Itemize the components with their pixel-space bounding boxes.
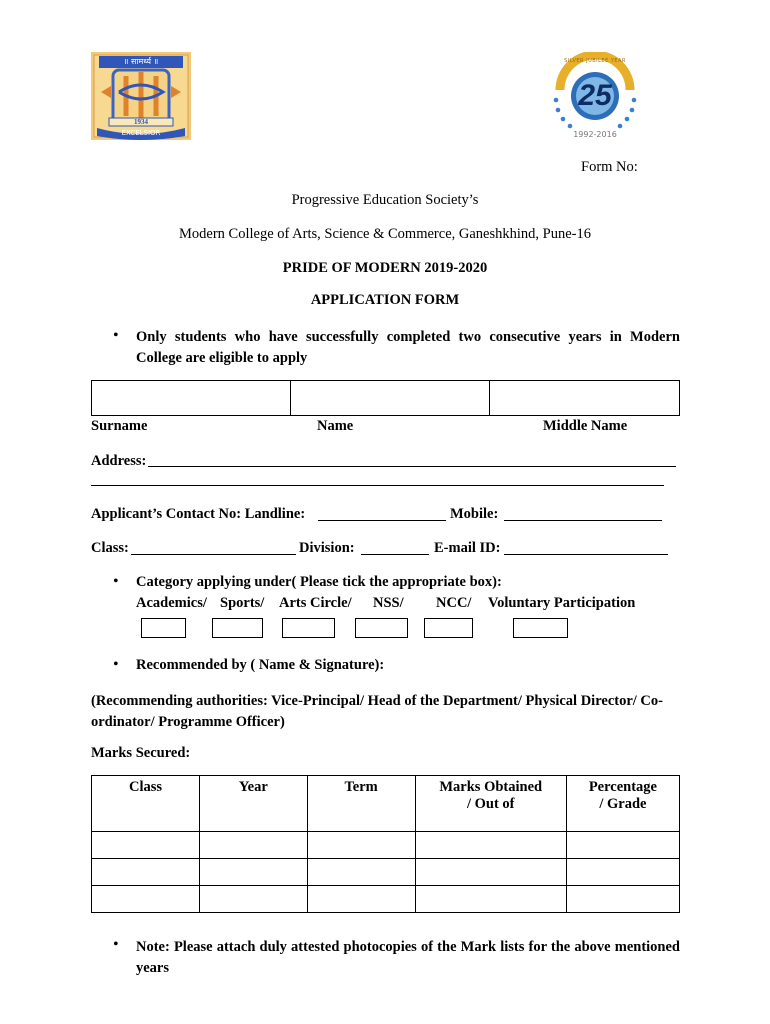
marks-header-term: Term [307, 776, 415, 832]
marks-header-percentage: Percentage / Grade [566, 776, 679, 832]
table-cell[interactable] [415, 859, 566, 886]
category-option-academics: Academics/ [136, 595, 207, 611]
table-cell[interactable] [566, 859, 679, 886]
middle-name-box[interactable] [490, 381, 680, 416]
table-cell[interactable] [92, 886, 200, 913]
surname-label: Surname [91, 418, 148, 434]
name-entry-table [91, 380, 680, 416]
form-title: APPLICATION FORM [310, 292, 460, 308]
category-option-arts-circle: Arts Circle/ [279, 595, 352, 611]
name-box[interactable] [291, 381, 490, 416]
form-no-label: Form No: [581, 159, 638, 175]
table-cell[interactable] [307, 886, 415, 913]
authorities-note: (Recommending authorities: Vice-Principal/ Head of the Department/ Physical Director/ Co-ordinator/ Programme Officer) [91, 693, 663, 730]
mobile-label: Mobile: [450, 506, 499, 522]
name-label: Name [317, 418, 354, 434]
jubilee-arc-text: SILVER JUBILEE YEAR [564, 58, 626, 64]
bullet-icon: • [113, 573, 119, 590]
marks-secured-label: Marks Secured: [91, 745, 191, 761]
final-note: Note: Please attach duly attested photocopies of the Mark lists for the above mentioned years [136, 939, 680, 976]
arts-circle-checkbox[interactable] [282, 618, 335, 638]
category-option-nss: NSS/ [373, 595, 404, 611]
category-option-ncc: NCC/ [436, 595, 472, 611]
middle-name-label: Middle Name [543, 418, 628, 434]
category-option-sports: Sports/ [220, 595, 265, 611]
address-line-1[interactable] [148, 466, 676, 467]
recommended-by-label: Recommended by ( Name & Signature): [136, 657, 385, 673]
college-logo [91, 52, 191, 140]
table-cell[interactable] [566, 886, 679, 913]
logo-top-text: ॥ सामर्थ्य ॥ [123, 57, 159, 66]
table-cell[interactable] [92, 832, 200, 859]
email-line[interactable] [504, 554, 668, 555]
table-cell[interactable] [415, 832, 566, 859]
jubilee-number: 25 [578, 79, 612, 112]
nss-checkbox[interactable] [355, 618, 408, 638]
table-cell[interactable] [566, 832, 679, 859]
bullet-icon: • [113, 656, 119, 673]
table-cell[interactable] [415, 886, 566, 913]
ncc-checkbox[interactable] [424, 618, 473, 638]
surname-box[interactable] [92, 381, 291, 416]
bullet-icon: • [113, 327, 119, 344]
bullet-icon: • [113, 936, 119, 953]
email-label: E-mail ID: [434, 540, 501, 556]
college-name: Modern College of Arts, Science & Commerce, Ganeshkhind, Pune-16 [179, 226, 591, 242]
jubilee-logo [548, 52, 642, 142]
table-row [92, 859, 680, 886]
category-heading: Category applying under( Please tick the appropriate box): [136, 574, 502, 590]
marks-header-year: Year [200, 776, 308, 832]
table-cell[interactable] [200, 859, 308, 886]
table-row [92, 832, 680, 859]
address-label: Address: [91, 453, 147, 469]
division-line[interactable] [361, 554, 429, 555]
society-name: Progressive Education Society’s [291, 192, 479, 208]
logo-motto: EXCELSIOR [121, 129, 161, 137]
jubilee-years: 1992-2016 [573, 130, 617, 139]
class-line[interactable] [131, 554, 296, 555]
table-cell[interactable] [200, 832, 308, 859]
marks-table [91, 775, 680, 913]
class-label: Class: [91, 540, 129, 556]
address-line-2[interactable] [91, 485, 664, 486]
marks-header-marks: Marks Obtained / Out of [415, 776, 566, 832]
voluntary-checkbox[interactable] [513, 618, 568, 638]
academics-checkbox[interactable] [141, 618, 186, 638]
table-row [92, 886, 680, 913]
division-label: Division: [299, 540, 355, 556]
eligibility-note: Only students who have successfully completed two consecutive years in Modern College are eligible to apply [136, 329, 680, 366]
table-cell[interactable] [307, 832, 415, 859]
marks-header-class: Class [92, 776, 200, 832]
event-title: PRIDE OF MODERN 2019-2020 [282, 260, 488, 276]
category-option-voluntary: Voluntary Participation [488, 595, 636, 611]
table-cell[interactable] [307, 859, 415, 886]
landline-line[interactable] [318, 520, 446, 521]
mobile-line[interactable] [504, 520, 662, 521]
logo-year: 1934 [134, 118, 148, 126]
sports-checkbox[interactable] [212, 618, 263, 638]
table-cell[interactable] [200, 886, 308, 913]
table-cell[interactable] [92, 859, 200, 886]
contact-label: Applicant’s Contact No: Landline: [91, 506, 306, 522]
